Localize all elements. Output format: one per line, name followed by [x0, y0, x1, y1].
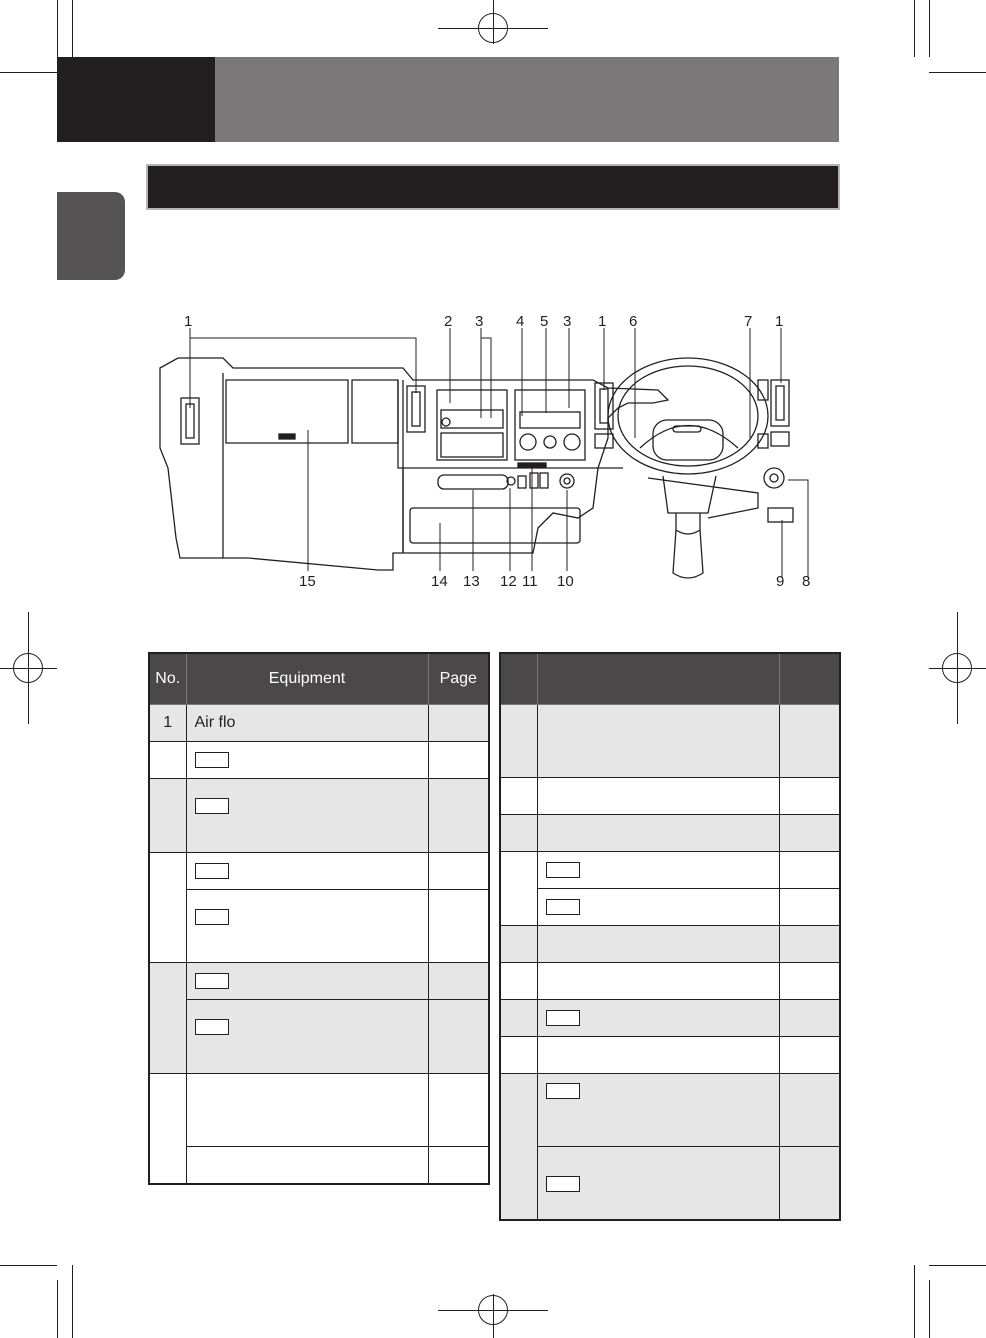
crop-mark [914, 0, 915, 57]
table-row [500, 778, 840, 815]
registration-mark [942, 653, 972, 683]
column-header-no [500, 653, 537, 705]
callout-label: 15 [299, 573, 316, 590]
callout-label: 14 [431, 573, 448, 590]
row-page [428, 705, 489, 742]
table-row [149, 779, 489, 853]
reference-box [546, 899, 580, 915]
dashboard-diagram [148, 308, 838, 593]
callout-label: 11 [522, 573, 538, 590]
equipment-table-right [499, 652, 841, 1221]
section-title-bar [148, 166, 838, 208]
row-number: 1 [149, 705, 186, 742]
equipment-table-left [148, 652, 490, 1185]
callout-label: 1 [775, 313, 784, 330]
reference-box [195, 863, 229, 879]
callout-label: 12 [500, 573, 517, 590]
table-row [500, 926, 840, 963]
crop-mark [0, 1265, 57, 1266]
callout-label: 3 [475, 313, 484, 330]
column-header-page [779, 653, 840, 705]
crop-mark [57, 1280, 58, 1338]
table-row [149, 1147, 489, 1184]
callout-label: 8 [802, 573, 811, 590]
crop-mark [72, 1265, 73, 1338]
callout-label: 13 [463, 573, 480, 590]
table-row [149, 1074, 489, 1147]
chapter-side-tab [57, 192, 125, 280]
callout-label: 9 [776, 573, 785, 590]
table-row [500, 1037, 840, 1074]
table-row [500, 852, 840, 889]
table-row [500, 1000, 840, 1037]
table-row [500, 815, 840, 852]
table-row [500, 889, 840, 926]
crop-mark [72, 0, 73, 57]
table-row [149, 1000, 489, 1074]
table-row [149, 890, 489, 963]
table-row [149, 853, 489, 890]
reference-box [546, 862, 580, 878]
callout-label: 2 [444, 313, 453, 330]
chapter-header-block [57, 57, 215, 142]
table-row [500, 1147, 840, 1220]
callout-label: 3 [563, 313, 572, 330]
callout-label: 6 [629, 313, 638, 330]
table-row [500, 963, 840, 1000]
crop-mark [914, 1265, 915, 1338]
column-header-equipment: Equipment [186, 653, 428, 705]
registration-mark [478, 13, 508, 43]
crop-mark [929, 0, 930, 57]
reference-box [195, 973, 229, 989]
table-row [149, 963, 489, 1000]
reference-box [195, 1019, 229, 1035]
reference-box [546, 1010, 580, 1026]
crop-mark [57, 0, 58, 57]
registration-mark [13, 653, 43, 683]
row-equipment: Air flo [186, 705, 428, 742]
table-row [149, 705, 489, 742]
crop-mark [0, 72, 57, 73]
chapter-header-bar [215, 57, 839, 142]
column-header-equipment [537, 653, 779, 705]
crop-mark [929, 1280, 930, 1338]
reference-box [546, 1083, 580, 1099]
registration-mark [478, 1295, 508, 1325]
column-header-no: No. [149, 653, 186, 705]
callout-label: 10 [557, 573, 574, 590]
crop-mark [929, 72, 986, 73]
reference-box [546, 1176, 580, 1192]
callout-label: 5 [540, 313, 549, 330]
table-row [149, 742, 489, 779]
callout-label: 1 [184, 313, 193, 330]
column-header-page: Page [428, 653, 489, 705]
crop-mark [929, 1265, 986, 1266]
reference-box [195, 909, 229, 925]
reference-box [195, 798, 229, 814]
callout-label: 7 [744, 313, 753, 330]
reference-box [195, 752, 229, 768]
table-row [500, 705, 840, 778]
callout-label: 4 [516, 313, 525, 330]
callout-label: 1 [598, 313, 607, 330]
table-row [500, 1074, 840, 1147]
